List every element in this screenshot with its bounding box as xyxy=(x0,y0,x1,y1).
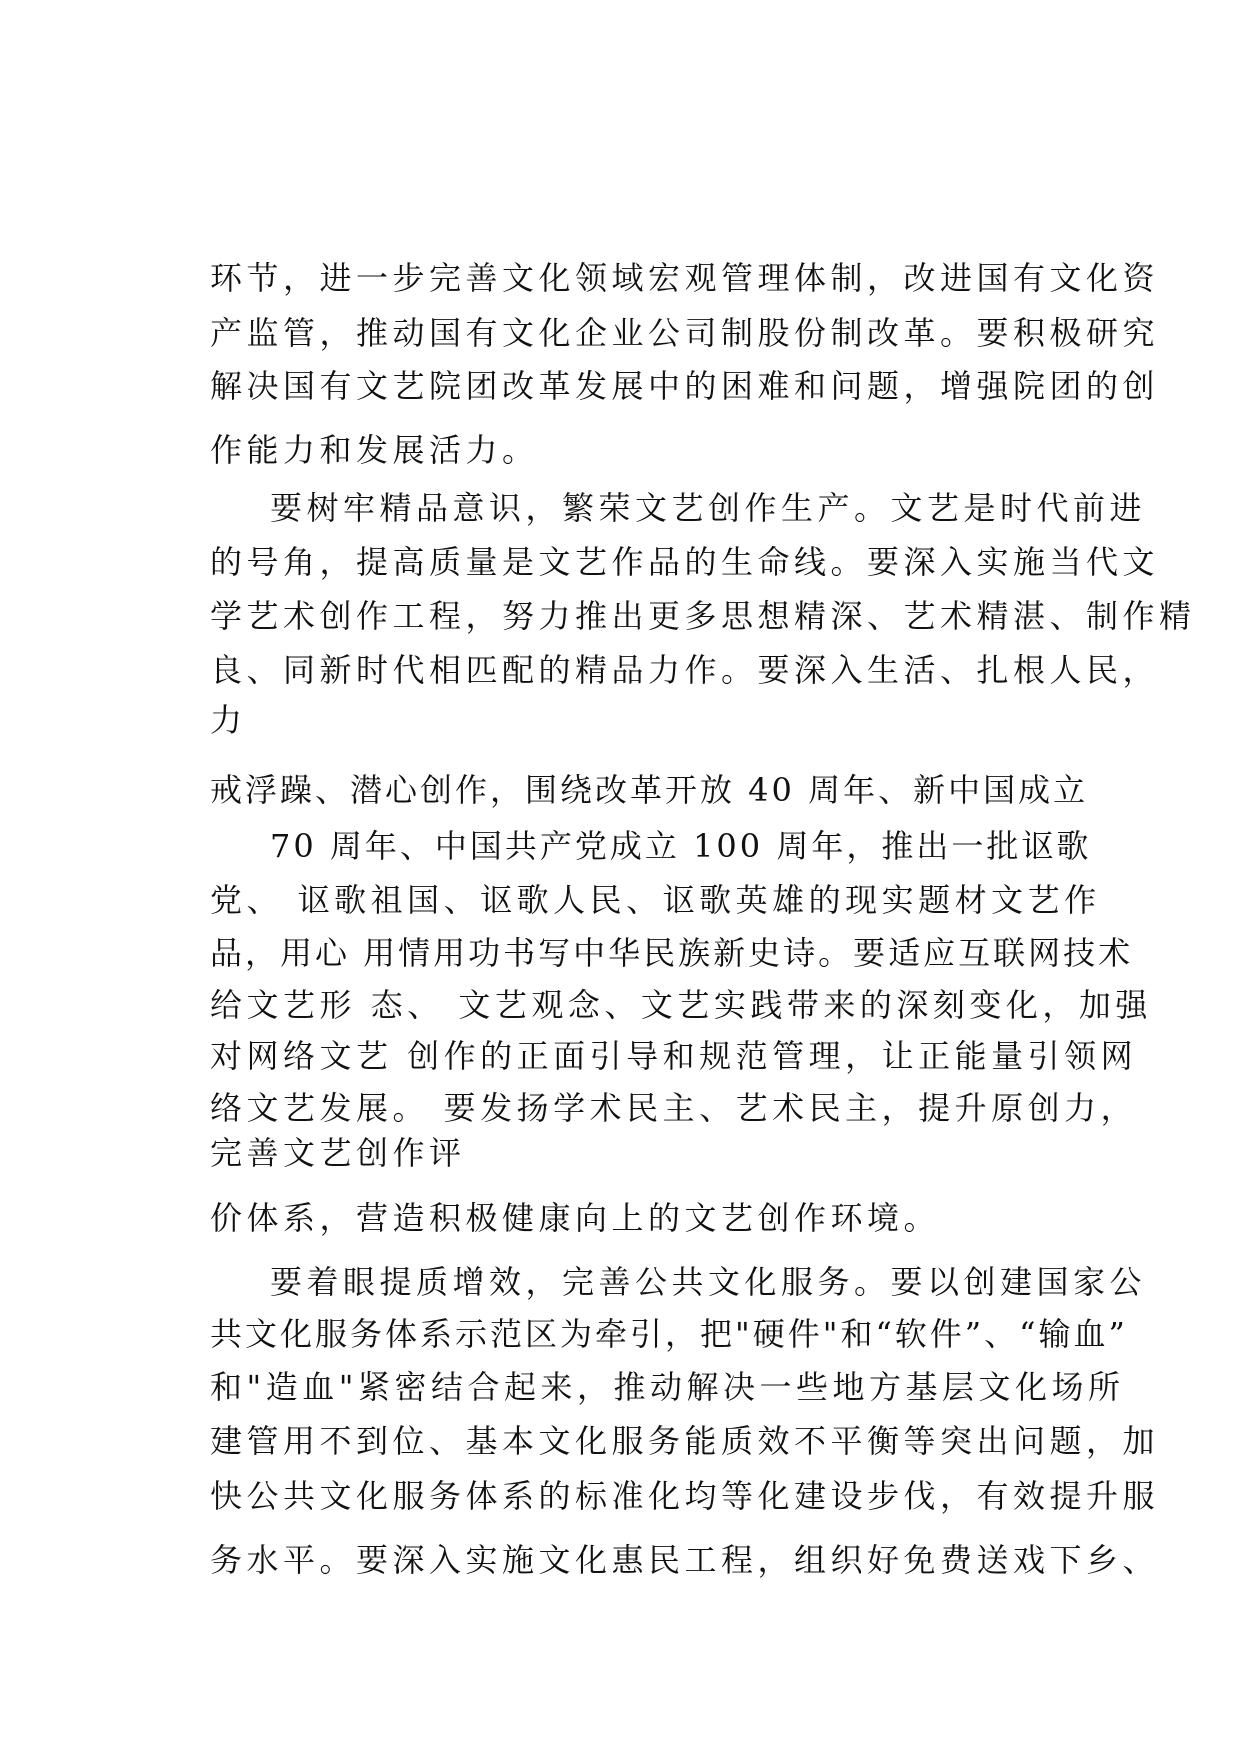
text-line: 的号角，提高质量是文艺作品的生命线。要深入实施当代文 xyxy=(210,543,1160,581)
text-line: 解决国有文艺院团改革发展中的困难和问题，增强院团的创 xyxy=(210,367,1160,405)
text-line: 作能力和发展活力。 xyxy=(210,431,539,469)
text-line: 务水平。要深入实施文化惠民工程，组织好免费送戏下乡、 xyxy=(210,1541,1160,1579)
text-line: 对网络文艺 创作的正面引导和规范管理，让正能量引领网 xyxy=(210,1037,1138,1075)
text-line: 党、 讴歌祖国、讴歌人民、讴歌英雄的现实题材文艺作 xyxy=(210,881,1101,919)
paragraph-start-line: 要着眼提质增效，完善公共文化服务。要以创建国家公 xyxy=(270,1263,1147,1301)
paragraph-start-line: 要树牢精品意识，繁荣文艺创作生产。文艺是时代前进 xyxy=(270,489,1147,527)
text-line: 建管用不到位、基本文化服务能质效不平衡等突出问题，加 xyxy=(210,1422,1160,1460)
text-line: 良、同新时代相匹配的精品力作。要深入生活、扎根人民， xyxy=(210,651,1160,689)
text-line: 环节，进一步完善文化领域宏观管理体制，改进国有文化资 xyxy=(210,259,1160,297)
text-line: 完善文艺创作评 xyxy=(210,1134,466,1172)
text-line: 共文化服务体系示范区为牵引，把"硬件"和“软件”、“输血” xyxy=(210,1315,1128,1353)
text-line: 品，用心 用情用功书写中华民族新史诗。要适应互联网技术 xyxy=(210,934,1134,972)
text-line: 快公共文化服务体系的标准化均等化建设步伐，有效提升服 xyxy=(210,1477,1160,1515)
text-line: 学艺术创作工程，努力推出更多思想精深、艺术精湛、制作精 xyxy=(210,597,1196,635)
text-line: 70 周年、中国共产党成立 100 周年，推出一批讴歌 xyxy=(270,827,1092,865)
text-line: 和"造血"紧密结合起来，推动解决一些地方基层文化场所 xyxy=(210,1368,1125,1406)
text-line: 产监管，推动国有文化企业公司制股份制改革。要积极研究 xyxy=(210,314,1160,352)
text-line: 力 xyxy=(210,701,247,739)
text-line: 给文艺形 态、 文艺观念、文艺实践带来的深刻变化，加强 xyxy=(210,986,1152,1024)
text-line: 价体系，营造积极健康向上的文艺创作环境。 xyxy=(210,1199,941,1237)
text-line: 络文艺发展。 要发扬学术民主、艺术民主，提升原创力， xyxy=(210,1089,1138,1127)
text-line: 戒浮躁、潜心创作，围绕改革开放 40 周年、新中国成立 xyxy=(210,771,1089,809)
